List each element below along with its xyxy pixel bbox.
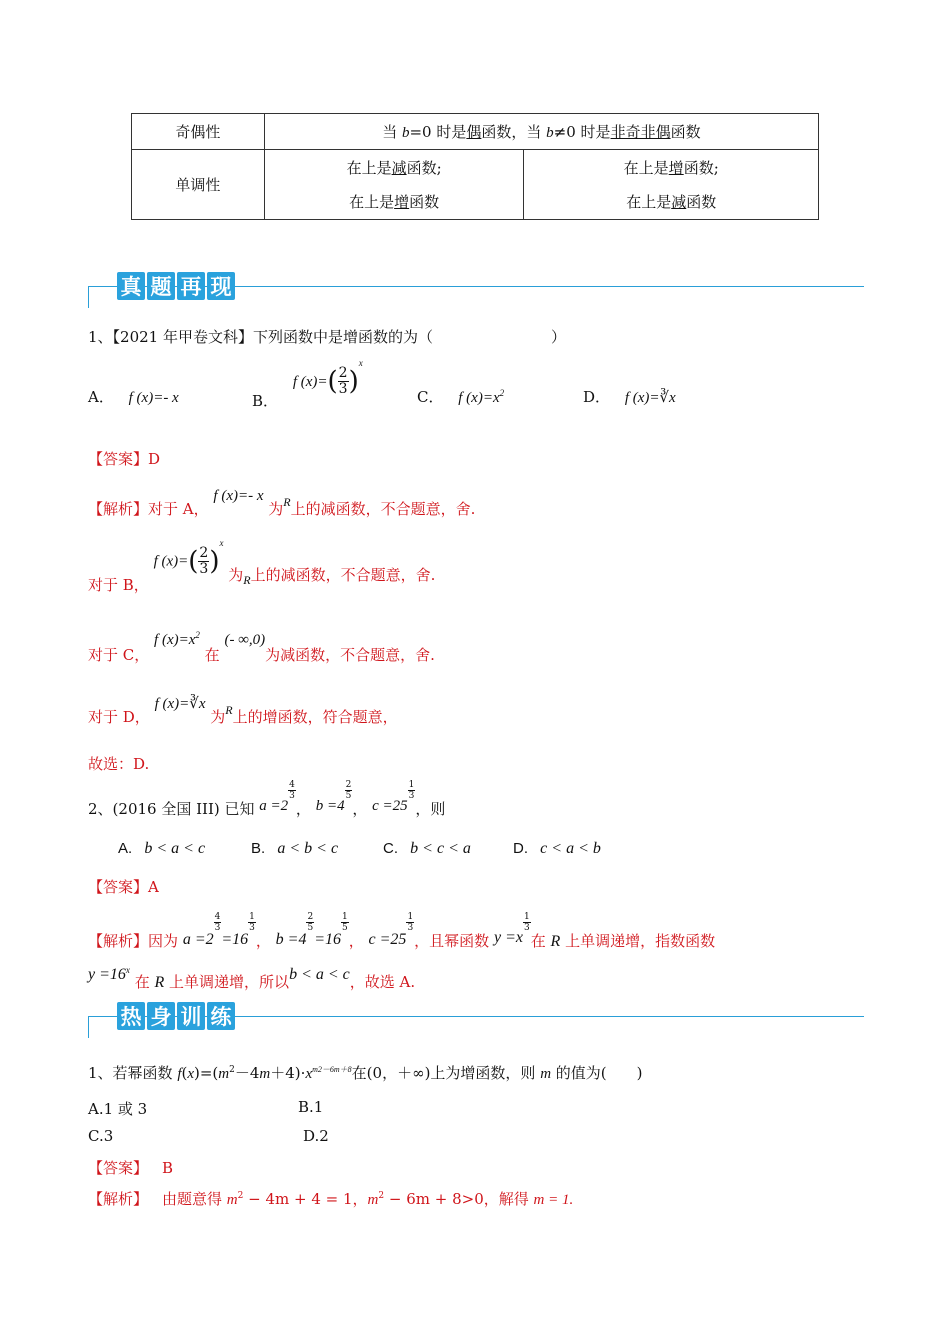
underlined-word: 减 xyxy=(391,158,407,177)
math-R: R xyxy=(154,974,165,991)
q1-paren: ） xyxy=(551,328,567,346)
banner-char: 训 xyxy=(177,1002,205,1030)
math: x xyxy=(187,1066,195,1082)
text: )=( xyxy=(194,1064,219,1082)
text: 在 xyxy=(134,973,150,991)
text: 在 xyxy=(204,646,220,664)
text: 上单调递增，所以 xyxy=(169,973,290,991)
q1-analysis-b: 对于 B， f (x)=( $\frac{2}{3}$ )$^x$ 为$_R$上的减函数，不合题意，舍. xyxy=(88,537,436,594)
banner-tick xyxy=(88,286,89,308)
denominator: 3 xyxy=(289,791,295,801)
text: 函数; xyxy=(683,158,719,177)
text: ，且幂函数 xyxy=(414,932,490,950)
exponent: 2 xyxy=(229,1065,235,1075)
math: f (x)= xyxy=(153,553,189,570)
option-label: A． xyxy=(88,388,114,406)
fraction-exp xyxy=(288,780,296,801)
math: c =25 xyxy=(372,798,408,814)
q2-option-c xyxy=(383,840,471,858)
section-banner-warmup xyxy=(88,1002,864,1042)
denominator: 3 xyxy=(199,561,209,577)
denominator: 3 xyxy=(338,381,348,397)
math: y =x xyxy=(493,929,523,946)
math-R: R xyxy=(243,572,251,587)
exponent: x xyxy=(358,357,363,368)
text: 为 xyxy=(268,500,284,518)
w1-option-d: D.2 xyxy=(303,1127,329,1145)
fraction-exp xyxy=(523,912,531,933)
q2-analysis-line2: $y =16^x$ 在 R 上单调递增，所以b < a < c，故选 A. xyxy=(88,965,416,991)
option-math: f (x)=∛x xyxy=(624,390,676,406)
underlined-word: 增 xyxy=(668,158,684,177)
var-b: b xyxy=(401,125,410,141)
denominator: 5 xyxy=(307,923,314,933)
text: 函数 xyxy=(686,192,717,211)
text: 在 xyxy=(530,932,546,950)
q1-option-c xyxy=(417,386,504,407)
math: y =16 xyxy=(88,966,126,983)
text: 对于 B， xyxy=(88,575,149,594)
banner-char: 热 xyxy=(117,1002,145,1030)
banner-char: 身 xyxy=(147,1002,175,1030)
text: ，则 xyxy=(415,800,446,818)
text: 对于 C， xyxy=(88,646,150,664)
fraction xyxy=(338,366,349,397)
fraction-exp xyxy=(341,912,349,933)
text: 的值为( ) xyxy=(551,1064,643,1082)
w1-option-b: B.1 xyxy=(298,1098,324,1116)
math: m xyxy=(540,1066,552,1082)
fraction-exp xyxy=(248,912,256,933)
text: 上的减函数，不合题意，舍. xyxy=(250,565,436,584)
parity-cell xyxy=(264,114,818,150)
math-R: R xyxy=(225,703,233,717)
text: 在上是 xyxy=(349,192,395,211)
option-math: f (x)= xyxy=(292,373,328,390)
option-math: a < b < c xyxy=(277,840,339,857)
text: ＋4)· xyxy=(270,1064,306,1082)
math: b =4 xyxy=(275,931,307,948)
text: 上的增函数，符合题意， xyxy=(232,708,398,726)
q1-option-b: B． f (x)=( $\frac{2}{3}$ )$^x$ xyxy=(252,357,363,410)
q1-option-a xyxy=(88,386,179,407)
row-label-monotonic: 单调性 xyxy=(132,150,265,220)
option-label: B. xyxy=(251,840,266,857)
math: a =2 xyxy=(259,798,289,814)
analysis-tag: 【解析】 xyxy=(88,1190,149,1208)
math-R: R xyxy=(283,495,291,509)
table-row xyxy=(132,150,819,220)
w1-stem xyxy=(88,1062,643,1083)
fraction-exp xyxy=(408,780,416,801)
numerator: 1 xyxy=(407,912,414,922)
w1-option-a: A.1 或 3 xyxy=(88,1100,148,1118)
banner-title xyxy=(117,1002,235,1030)
math: m xyxy=(218,1066,230,1082)
monotonic-cell-left xyxy=(264,150,524,220)
numerator: 2 xyxy=(199,545,209,561)
text: ，故选 A. xyxy=(349,973,416,991)
underlined-neither: 非奇非偶 xyxy=(610,123,671,141)
banner-char: 现 xyxy=(207,272,235,300)
math: b =4 xyxy=(315,798,345,814)
numerator: 4 xyxy=(214,912,221,922)
numerator: 2 xyxy=(345,780,352,790)
table-row xyxy=(132,114,819,150)
numerator: 2 xyxy=(338,365,348,381)
math-result: m = 1. xyxy=(533,1192,574,1208)
text: 为 xyxy=(210,708,226,726)
cell-line xyxy=(265,151,524,185)
option-label: C. xyxy=(383,840,398,857)
fraction-exp xyxy=(306,912,314,933)
w1-analysis: 【解析】 由题意得 $m^2 - 4m + 4 = 1$，$m^2 - 6m + 8>0$，解得 m = 1. xyxy=(88,1190,574,1208)
q2-analysis-line1: 【解析】因为 a =2 $\frac{4}{3}$ =16 $\frac{1}{3}$ ， b =4 $\frac{2}{5}$ =16 $\frac{1}{5}$ ， c =25 $\frac{1}{3}$ ，且幂函数 y =x $\frac{1}{3}$ 在 R 上单调递增，指数函数 xyxy=(88,912,716,950)
option-label: D． xyxy=(583,388,611,406)
math: =16 xyxy=(221,931,249,948)
text: 在上是 xyxy=(346,158,392,177)
text: 当 xyxy=(382,123,402,141)
text: 由题意得 xyxy=(162,1190,227,1208)
numerator: 1 xyxy=(342,912,348,922)
q1-conclusion: 故选：D. xyxy=(88,755,150,773)
denominator: 3 xyxy=(408,791,415,801)
option-math: c < a < b xyxy=(540,840,601,857)
q1-stem-text: 1、【2021 年甲卷文科】下列函数中是增函数的为（ xyxy=(88,328,433,346)
text: 对于 A， xyxy=(148,500,209,518)
denominator: 3 xyxy=(523,923,530,933)
math: f (x)=x xyxy=(154,632,196,648)
banner-char: 再 xyxy=(177,272,205,300)
q1-option-d xyxy=(583,386,676,407)
section-banner-real-exam xyxy=(88,272,864,312)
math: m xyxy=(259,1066,271,1082)
underlined-word: 增 xyxy=(394,192,410,211)
underlined-word: 减 xyxy=(671,192,687,211)
text: 2、(2016 全国 III) 已知 xyxy=(88,800,255,818)
q2-stem: 2、(2016 全国 III) 已知 a =2 $\frac{4}{3}$ ， b =4 $\frac{2}{5}$ ， c =25 $\frac{1}{3}$ ，则 xyxy=(88,780,446,818)
text: 在上是 xyxy=(623,158,669,177)
fraction xyxy=(198,546,209,577)
math: f xyxy=(177,1066,182,1082)
exponent: m2－6m＋8 xyxy=(312,1065,352,1074)
option-label: B． xyxy=(252,391,279,410)
text: ≠0 时是 xyxy=(553,123,611,141)
option-math: f (x)=- x xyxy=(128,390,179,406)
math: − 6m + 8>0，解得 xyxy=(384,1190,534,1208)
cell-line xyxy=(524,185,818,219)
option-math: b < a < c xyxy=(144,840,206,857)
q1-analysis-c xyxy=(88,628,435,664)
text: ( xyxy=(181,1064,188,1082)
numerator: 1 xyxy=(523,912,530,922)
numerator: 1 xyxy=(249,912,255,922)
denominator: 3 xyxy=(214,923,221,933)
fraction-exp xyxy=(406,912,414,933)
denominator: 3 xyxy=(407,923,414,933)
exponent: x xyxy=(219,537,224,548)
numerator: 1 xyxy=(408,780,415,790)
text: 对于 D， xyxy=(88,708,150,726)
math: f (x)=- x xyxy=(213,488,264,504)
text: 在上是 xyxy=(626,192,672,211)
analysis-tag: 【解析】 xyxy=(88,932,149,950)
option-math: b < c < a xyxy=(410,840,471,857)
cell-line xyxy=(265,185,524,219)
banner-char: 题 xyxy=(147,272,175,300)
math: m xyxy=(226,1192,238,1208)
text: 因为 xyxy=(148,932,179,950)
text: 为减函数，不合题意，舍. xyxy=(265,646,435,664)
banner-tick xyxy=(88,1016,89,1038)
math: =16 xyxy=(314,931,341,948)
text: 函数 xyxy=(670,123,701,141)
exponent: 2 xyxy=(499,388,505,398)
answer-value: B xyxy=(162,1159,174,1177)
row-label-parity: 奇偶性 xyxy=(132,114,265,150)
text: －4 xyxy=(234,1064,260,1082)
underlined-even: 偶 xyxy=(466,123,482,141)
fraction-exp xyxy=(345,780,353,801)
option-label: C． xyxy=(417,388,444,406)
banner-title xyxy=(117,272,235,300)
option-math: f (x)=x xyxy=(458,390,500,406)
w1-option-c: C.3 xyxy=(88,1127,114,1145)
q2-option-b xyxy=(251,840,338,858)
math-R: R xyxy=(550,933,561,950)
numerator: 2 xyxy=(307,912,314,922)
text: 上单调递增，指数函数 xyxy=(565,932,716,950)
math: a =2 xyxy=(182,931,214,948)
text: 在(0，＋∞)上为增函数，则 xyxy=(351,1064,541,1082)
var-b: b xyxy=(546,125,554,141)
denominator: 5 xyxy=(345,791,352,801)
property-table xyxy=(131,113,819,220)
q1-answer: 【答案】D xyxy=(88,450,161,468)
math: − 4m + 4 = 1， xyxy=(243,1190,368,1208)
denominator: 5 xyxy=(342,923,348,933)
option-label: A. xyxy=(118,840,133,857)
text: 为 xyxy=(228,565,244,584)
math: f (x)=∛x xyxy=(154,696,206,712)
analysis-tag: 【解析】 xyxy=(88,500,149,518)
text: 上的减函数，不合题意，舍. xyxy=(290,500,476,518)
w1-answer xyxy=(88,1157,173,1178)
text: 函数，当 xyxy=(481,123,547,141)
math-interval: (- ∞,0) xyxy=(224,632,266,648)
fraction-exp xyxy=(214,912,222,933)
math: c =25 xyxy=(368,931,407,948)
q1-analysis-a xyxy=(88,484,476,518)
math: x xyxy=(305,1066,313,1082)
answer-tag: 【答案】 xyxy=(88,1159,149,1177)
banner-char: 真 xyxy=(117,272,145,300)
math: b < a < c xyxy=(289,966,350,983)
text: 函数 xyxy=(409,192,440,211)
q2-option-d xyxy=(513,840,601,858)
text: =0 时是 xyxy=(409,123,467,141)
monotonic-cell-right xyxy=(524,150,819,220)
text: 1、若幂函数 xyxy=(88,1064,178,1082)
text: 函数; xyxy=(406,158,442,177)
q1-analysis-d xyxy=(88,692,398,726)
cell-line xyxy=(524,151,818,185)
q1-stem xyxy=(88,326,566,347)
option-label: D. xyxy=(513,840,528,857)
banner-char: 练 xyxy=(207,1002,235,1030)
denominator: 3 xyxy=(249,923,255,933)
numerator: 4 xyxy=(289,780,295,790)
math: m xyxy=(367,1192,379,1208)
q2-option-a xyxy=(118,840,205,858)
exponent: 2 xyxy=(195,630,200,640)
q2-answer: 【答案】A xyxy=(88,878,159,896)
